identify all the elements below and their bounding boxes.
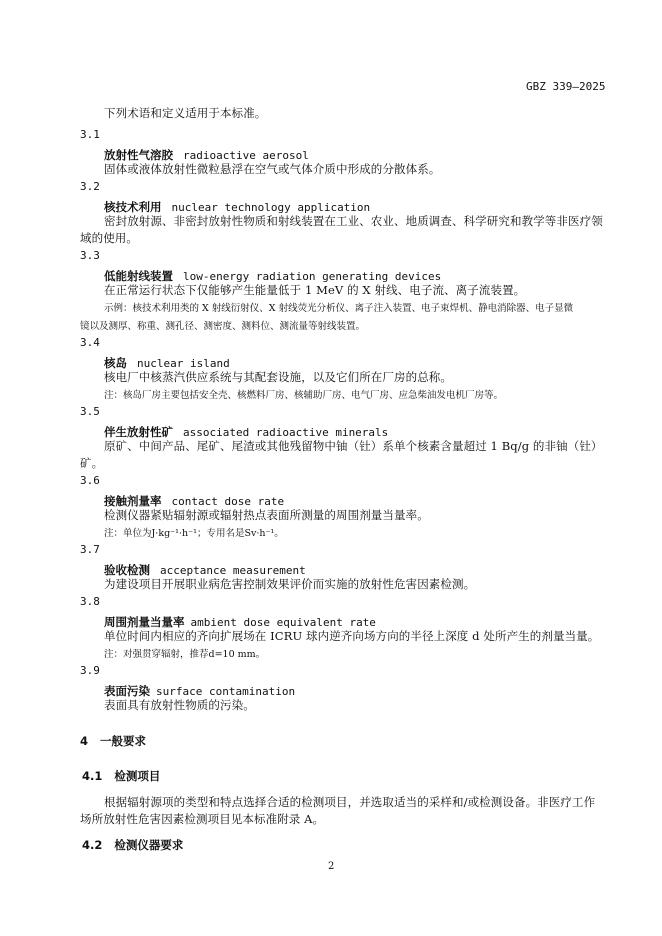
term-title-zh: 核岛 <box>104 356 127 370</box>
term-note: 示例：核技术利用类的 X 射线衍射仪、X 射线荧光分析仪、离子注入装置、电子束焊机、静电消除器、电子显微 <box>104 303 574 314</box>
subsection-number: 4.2 <box>82 838 103 852</box>
term-number: 3.4 <box>80 336 100 349</box>
paragraph-line: 场所放射性危害因素检测项目见本标准附录 A。 <box>80 812 325 826</box>
term-note: 注：对强贯穿辐射，推荐d=10 mm。 <box>104 649 266 660</box>
term-definition: 表面具有放射性物质的污染。 <box>104 698 255 712</box>
standard-code: GBZ 339—2025 <box>526 80 606 93</box>
term-title-zh: 周围剂量当量率 <box>104 615 185 629</box>
term-title-zh: 放射性气溶胶 <box>104 148 173 162</box>
term-title-en: radioactive aerosol <box>183 149 309 162</box>
term-number: 3.3 <box>80 249 100 262</box>
term-definition: 密封放射源、非密封放射性物质和射线装置在工业、农业、地质调查、科学研究和教学等非医疗领 <box>104 214 603 228</box>
subsection-title: 检测项目 <box>114 769 161 783</box>
term-number: 3.7 <box>80 543 100 556</box>
subsection-title: 检测仪器要求 <box>114 838 184 852</box>
section-number: 4 <box>80 734 89 748</box>
term-number: 3.6 <box>80 474 100 487</box>
term-title-en: contact dose rate <box>171 495 285 508</box>
term-title-en: associated radioactive minerals <box>183 426 389 439</box>
term-number: 3.5 <box>80 405 100 418</box>
term-definition: 单位时间内相应的齐向扩展场在 ICRU 球内逆齐向场方向的半径上深度 d 处所产生的剂量当量。 <box>104 629 600 643</box>
term-number: 3.2 <box>80 180 100 193</box>
term-title-zh: 接触剂量率 <box>104 494 162 508</box>
term-definition: 固体或液体放射性微粒悬浮在空气或气体介质中形成的分散体系。 <box>104 162 441 176</box>
term-number: 3.9 <box>80 664 100 677</box>
term-definition: 域的使用。 <box>80 231 138 245</box>
term-title-zh: 核技术利用 <box>104 200 162 214</box>
term-note: 注：核岛厂房主要包括安全壳、核燃料厂房、核辅助厂房、电气厂房、应急柴油发电机厂房等。 <box>104 390 504 401</box>
term-title-en: low-energy radiation generating devices <box>183 270 442 283</box>
term-title-zh: 表面污染 <box>104 684 150 698</box>
term-title-en: nuclear technology application <box>171 201 371 214</box>
term-title-en: ambient dose equivalent rate <box>190 616 376 629</box>
section-title: 一般要求 <box>100 734 147 748</box>
page-number: 2 <box>328 861 335 872</box>
term-number: 3.1 <box>80 128 100 141</box>
term-note: 镜以及测厚、称重、测孔径、测密度、测料位、测流量等射线装置。 <box>80 321 366 332</box>
term-number: 3.8 <box>80 595 100 608</box>
term-definition: 为建设项目开展职业病危害控制效果评价而实施的放射性危害因素检测。 <box>104 577 476 591</box>
term-definition: 原矿、中间产品、尾矿、尾渣或其他残留物中铀（钍）系单个核素含量超过 1 Bq/g 的非铀（钍） <box>104 439 603 453</box>
paragraph-line: 根据辐射源项的类型和特点选择合适的检测项目，并选取适当的采样和/或检测设备。非医疗工作 <box>104 795 596 809</box>
term-title-zh: 低能射线装置 <box>104 269 173 283</box>
term-title-zh: 验收检测 <box>104 563 150 577</box>
term-definition: 矿。 <box>80 456 104 470</box>
subsection-number: 4.1 <box>82 769 103 783</box>
intro-text: 下列术语和定义适用于本标准。 <box>104 106 267 120</box>
term-title-en: surface contamination <box>156 685 296 698</box>
term-title-en: nuclear island <box>137 357 230 370</box>
term-definition: 核电厂中核蒸汽供应系统与其配套设施，以及它们所在厂房的总称。 <box>104 370 452 384</box>
term-note: 注：单位为J·kg⁻¹·h⁻¹；专用名是Sv·h⁻¹。 <box>104 528 284 539</box>
term-definition: 检测仪器紧贴辐射源或辐射热点表面所测量的周围剂量当量率。 <box>104 508 429 522</box>
section-heading <box>80 733 146 749</box>
subsection-heading <box>82 837 183 853</box>
term-title-en: acceptance measurement <box>160 564 306 577</box>
term-definition: 在正常运行状态下仅能够产生能量低于 1 MeV 的 X 射线、电子流、离子流装置。 <box>104 283 526 297</box>
subsection-heading <box>82 768 160 784</box>
term-title-zh: 伴生放射性矿 <box>104 425 173 439</box>
